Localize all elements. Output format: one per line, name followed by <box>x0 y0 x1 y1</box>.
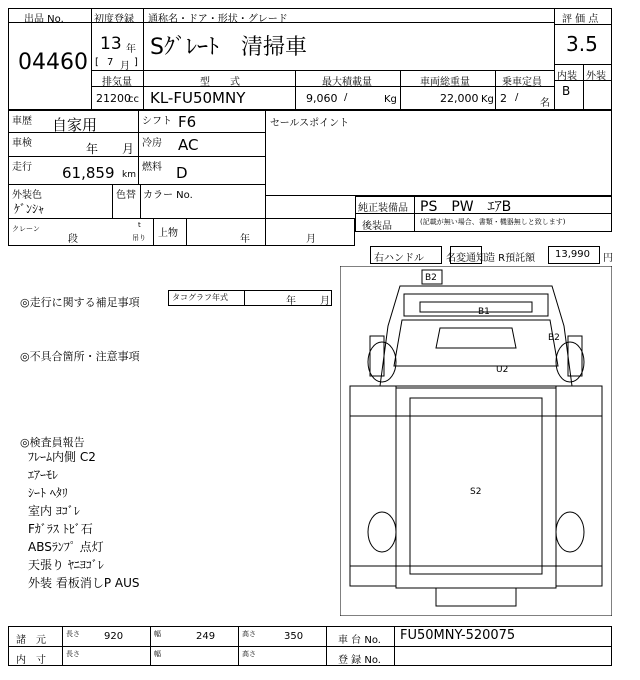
aircon-value: AC <box>178 136 199 154</box>
model-value: KL-FU50MNY <box>150 89 246 107</box>
mark-b2-side: B2 <box>548 333 560 343</box>
displacement-unit: cc <box>128 94 139 105</box>
history-label: 車歴 <box>12 116 32 127</box>
equipment-value: PS PW ｴｱB <box>420 199 512 215</box>
inner-height-label: 高さ <box>242 650 256 658</box>
cab-outline <box>380 286 572 386</box>
upper-month-unit: 月 <box>306 234 316 245</box>
displacement-value: 21200 <box>96 92 131 105</box>
rear-bumper <box>436 588 516 606</box>
reg-label: 登 録 No. <box>338 655 381 666</box>
crane-hang-unit: 吊り <box>132 234 146 242</box>
defects-label: ◎不具合箇所・注意事項 <box>20 350 140 363</box>
capacity-slash: / <box>515 92 519 103</box>
inspector-label: ◎検査員報告 <box>20 436 85 449</box>
month-open-bracket: [ <box>95 57 99 68</box>
history-value: 自家用 <box>52 116 98 134</box>
month-close-bracket: ] <box>134 57 138 68</box>
inspector-line: 天張り ﾔﾆﾖｺﾞﾚ <box>28 558 104 572</box>
recycle-label: 造 R預託額 <box>485 253 536 264</box>
name-label: 通称名・ドア・形状・グレード <box>148 14 288 25</box>
aftermarket-label: 後装品 <box>362 221 392 232</box>
name-change-box <box>450 246 482 264</box>
capacity-label: 乗車定員 <box>502 77 542 88</box>
score-label: 評 価 点 <box>562 14 599 25</box>
sales-point-label: セールスポイント <box>270 118 350 129</box>
cargo-inner <box>410 398 542 574</box>
mark-b2-top: B2 <box>425 273 437 283</box>
inner-width-label: 幅 <box>154 650 161 658</box>
inspector-line: ｼｰﾄ ﾍﾀﾘ <box>28 486 68 500</box>
dashboard <box>436 328 516 348</box>
mileage-unit: km <box>122 170 136 180</box>
mark-u2: U2 <box>496 365 509 375</box>
tacho-year-unit: 年 <box>286 296 296 307</box>
tachograph-label: タコグラフ年式 <box>172 293 228 302</box>
equipment-label: 純正装備品 <box>358 203 408 214</box>
color-label: 外装色 <box>12 190 42 201</box>
height-value: 350 <box>284 631 304 642</box>
vehicle-title: Sｸﾞﾚｰﾄ 清掃車 <box>150 35 307 60</box>
total-weight-label: 車両総重量 <box>420 77 470 88</box>
crane-stage-unit: 段 <box>68 234 78 245</box>
first-reg-label: 初度登録 <box>94 14 134 25</box>
score-value: 3.5 <box>566 32 598 56</box>
total-weight-unit: Kg <box>481 94 494 105</box>
chassis-value: FU50MNY-520075 <box>400 628 516 643</box>
inspection-month-unit: 月 <box>122 142 135 156</box>
fuel-value: D <box>176 164 188 182</box>
lot-number: 04460 <box>18 50 88 75</box>
color-value: ｹﾞﾝｼｬ <box>14 202 45 216</box>
displacement-label: 排気量 <box>102 77 132 88</box>
month-unit: 月 <box>120 61 130 72</box>
first-reg-month: 7 <box>107 57 114 68</box>
inspector-line: ﾌﾚｰﾑ内側 C2 <box>28 450 96 464</box>
inspection-label: 車検 <box>12 138 32 149</box>
inspector-line: 室内 ﾖｺﾞﾚ <box>28 504 80 518</box>
max-load-value: 9,060 <box>306 92 338 105</box>
driving-notes-label: ◎走行に関する補足事項 <box>20 296 140 309</box>
model-label: 型 式 <box>200 77 240 88</box>
mark-b1: B1 <box>478 307 490 317</box>
capacity-value: 2 <box>500 92 507 105</box>
truck-diagram <box>340 266 612 616</box>
details-block <box>8 110 266 246</box>
cab-window <box>420 302 532 312</box>
chassis-label: 車 台 No. <box>338 635 381 646</box>
diagram-frame <box>340 266 612 616</box>
height-label: 高さ <box>242 630 256 638</box>
inner-length-label: 長さ <box>66 650 80 658</box>
tacho-month-unit: 月 <box>320 296 330 307</box>
fuel-label: 燃料 <box>142 162 162 173</box>
year-unit: 年 <box>126 44 136 55</box>
aftermarket-note: (記載が無い場合、書類・機器無しと致します) <box>420 218 566 226</box>
inspector-line: Fｶﾞﾗｽ ﾄﾋﾞ石 <box>28 522 93 536</box>
length-label: 長さ <box>66 630 80 638</box>
width-label: 幅 <box>154 630 161 638</box>
dims-label: 諸 元 <box>16 635 46 646</box>
inspection-year-unit: 年 <box>86 142 99 156</box>
crane-label: クレーン <box>12 225 40 233</box>
recycle-yen: 円 <box>603 253 613 264</box>
upper-year-unit: 年 <box>240 234 250 245</box>
inspector-line: ABSﾗﾝﾌﾟ 点灯 <box>28 540 104 554</box>
crane-ton-unit: t <box>138 221 141 229</box>
steering-value: 右ハンドル <box>374 253 424 264</box>
capacity-unit: 名 <box>540 98 550 109</box>
inspector-line: 外装 看板消しP AUS <box>28 576 140 590</box>
rear-right-wheel <box>556 512 584 552</box>
windshield <box>394 320 558 366</box>
shift-label: シフト <box>142 116 172 127</box>
upper-label: 上物 <box>158 228 178 239</box>
interior-grade: B <box>562 84 571 98</box>
max-load-unit: Kg <box>384 94 397 105</box>
max-load-label: 最大積載量 <box>322 77 372 88</box>
interior-label: 内装 <box>557 71 577 82</box>
aircon-label: 冷房 <box>142 138 162 149</box>
width-value: 249 <box>196 631 216 642</box>
inner-label: 内 寸 <box>16 655 46 666</box>
mileage-value: 61,859 <box>62 164 115 182</box>
name-change-label: 名変通知 <box>446 253 486 264</box>
rear-left-wheel <box>368 512 396 552</box>
color-change-label: 色替 <box>116 190 136 201</box>
first-reg-year: 13 <box>100 34 122 54</box>
lot-label: 出品 No. <box>24 14 64 25</box>
inspector-line: ｴｱｰﾓﾚ <box>28 468 59 482</box>
color-no-label: カラー No. <box>143 190 193 201</box>
shift-value: F6 <box>178 113 197 131</box>
cab-roof <box>404 294 548 316</box>
total-weight-value: 22,000 <box>440 92 479 105</box>
mark-s2: S2 <box>470 487 482 497</box>
recycle-amount: 13,990 <box>555 249 590 260</box>
length-value: 920 <box>104 631 124 642</box>
inspector-lines <box>28 448 139 592</box>
exterior-label: 外装 <box>586 71 606 82</box>
mileage-label: 走行 <box>12 162 32 173</box>
max-load-slash: / <box>344 92 348 103</box>
